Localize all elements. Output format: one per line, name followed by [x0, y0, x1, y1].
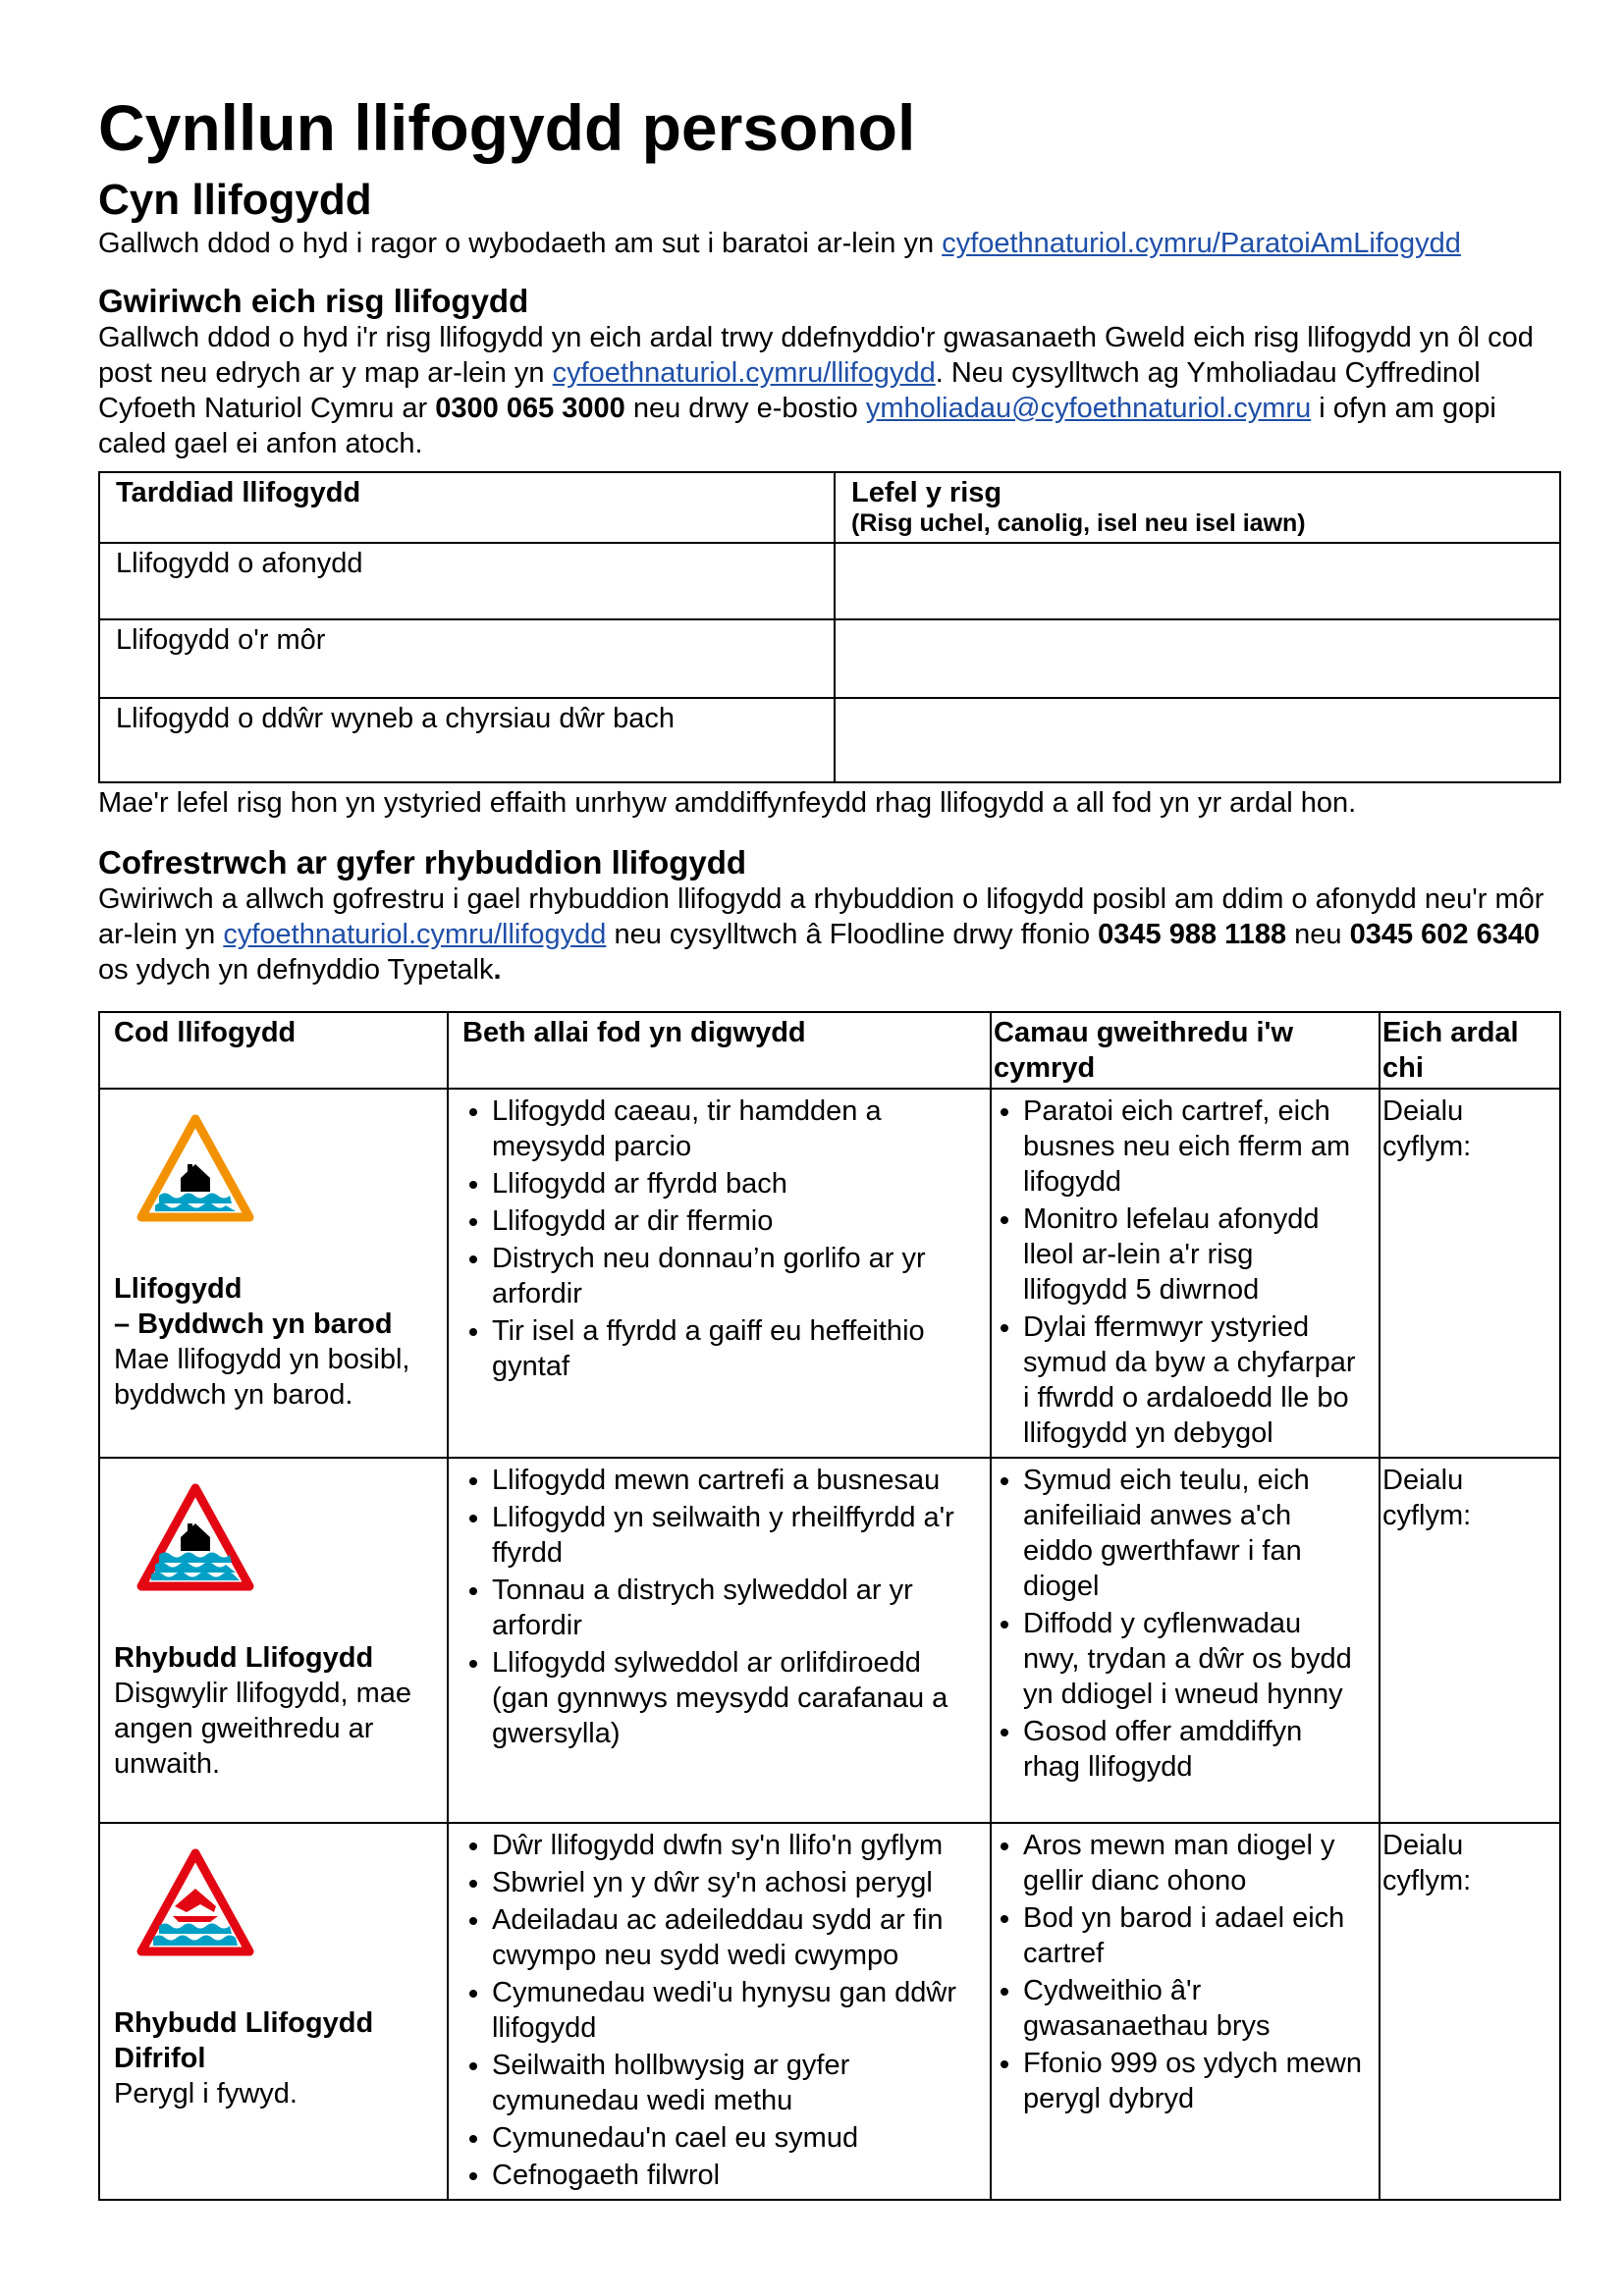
happening-cell	[448, 1458, 991, 1823]
before-flood-intro: Gallwch ddod o hyd i ragor o wybodaeth am sut i baratoi ar-lein yn cyfoethnaturiol.cymru/ParatoiAmLifogydd	[98, 227, 1461, 259]
flood-alert-icon	[135, 1113, 255, 1223]
table-row	[99, 1823, 1560, 2200]
codes-col-code: Cod llifogydd	[99, 1012, 448, 1089]
list-item: • Distrych neu donnau’n gorlifo ar yr arfordir	[492, 1241, 976, 1311]
happening-cell	[448, 1823, 991, 2200]
typetalk-phone: 0345 602 6340	[1349, 918, 1541, 950]
list-item: • Cymunedau wedi'u hynysu gan ddŵr llifogydd	[492, 1975, 976, 2046]
list-item: • Llifogydd ar dir ffermio	[492, 1203, 976, 1239]
document-page	[98, 91, 1561, 2201]
actions-cell	[991, 1458, 1380, 1823]
actions-cell	[991, 1089, 1380, 1458]
before-flood-heading: Cyn llifogydd	[98, 176, 372, 225]
list-item: • Cymunedau'n cael eu symud	[492, 2120, 976, 2156]
flood-map-link[interactable]: cyfoethnaturiol.cymru/llifogydd	[552, 356, 936, 389]
enquiries-phone: 0300 065 3000	[435, 392, 625, 424]
happening-cell	[448, 1089, 991, 1458]
codes-col-actions: Camau gweithredu i'w cymryd	[991, 1012, 1380, 1089]
area-cell[interactable]: Deialu cyflym:	[1380, 1458, 1560, 1823]
list-item: • Ffonio 999 os ydych mewn perygl dybryd	[1023, 2046, 1365, 2116]
list-item: • Adeiladau ac adeileddau sydd ar fin cwympo neu sydd wedi cwympo	[492, 1902, 976, 1973]
codes-col-happening: Beth allai fod yn digwydd	[448, 1012, 991, 1089]
severe-flood-warning-icon	[135, 1847, 255, 1957]
flood-codes-table	[98, 1011, 1561, 2201]
list-item: • Sbwriel yn y dŵr sy'n achosi perygl	[492, 1865, 976, 1900]
list-item: • Llifogydd caeau, tir hamdden a meysydd parcio	[492, 1094, 976, 1164]
code-desc: Mae llifogydd yn bosibl, byddwch yn barod.	[114, 1343, 410, 1411]
list-item: • Llifogydd ar ffyrdd bach	[492, 1166, 976, 1201]
check-risk-heading: Gwiriwch eich risg llifogydd	[98, 282, 529, 319]
risk-level-input-rivers[interactable]	[835, 543, 1560, 619]
flood-risk-table	[98, 471, 1561, 783]
risk-table-note: Mae'r lefel risg hon yn ystyried effaith unrhyw amddiffynfeydd rhag llifogydd a all fod yn yr ardal hon.	[98, 786, 1357, 819]
list-item: • Llifogydd yn seilwaith y rheilffyrdd a'r ffyrdd	[492, 1500, 976, 1571]
risk-row-sea: Llifogydd o'r môr	[99, 619, 835, 698]
prepare-link[interactable]: cyfoethnaturiol.cymru/ParatoiAmLifogydd	[942, 227, 1461, 259]
list-item: • Diffodd y cyflenwadau nwy, trydan a dŵr os bydd yn ddiogel i wneud hynny	[1023, 1606, 1365, 1712]
risk-level-input-sea[interactable]	[835, 619, 1560, 698]
list-item: • Llifogydd sylweddol ar orlifdiroedd (gan gynnwys meysydd carafanau a gwersylla)	[492, 1645, 976, 1751]
list-item: • Paratoi eich cartref, eich busnes neu eich fferm am lifogydd	[1023, 1094, 1365, 1200]
list-item: • Monitro lefelau afonydd lleol ar-lein a'r risg llifogydd 5 diwrnod	[1023, 1201, 1365, 1308]
risk-row-surface-water: Llifogydd o ddŵr wyneb a chyrsiau dŵr bach	[99, 698, 835, 782]
code-cell: Rhybudd Llifogydd Disgwylir llifogydd, mae angen gweithredu ar unwaith.	[99, 1458, 448, 1823]
register-link[interactable]: cyfoethnaturiol.cymru/llifogydd	[223, 918, 607, 950]
list-item: • Seilwaith hollbwysig ar gyfer cymunedau wedi methu	[492, 2048, 976, 2118]
code-desc: Perygl i fywyd.	[114, 2077, 298, 2109]
codes-col-area: Eich ardal chi	[1380, 1012, 1560, 1089]
table-row	[99, 1089, 1560, 1458]
code-cell: Rhybudd Llifogydd Difrifol Perygl i fywyd.	[99, 1823, 448, 2200]
code-desc: Disgwylir llifogydd, mae angen gweithredu ar unwaith.	[114, 1677, 411, 1780]
code-cell: Llifogydd – Byddwch yn barod Mae llifogydd yn bosibl, byddwch yn barod.	[99, 1089, 448, 1458]
list-item: • Bod yn barod i adael eich cartref	[1023, 1900, 1365, 1971]
area-cell[interactable]: Deialu cyflym:	[1380, 1823, 1560, 2200]
register-text: Gwiriwch a allwch gofrestru i gael rhybuddion llifogydd a rhybuddion o lifogydd posibl am ddim o afonydd neu'r môr ar-lein yn cyfoethnaturiol.cymru/llifogydd neu cysylltwch â Floodline drwy ffonio 0345 988 1188 neu 0345 602 6340 os ydych yn defnyddio Typetalk.	[98, 882, 1544, 986]
risk-row-rivers: Llifogydd o afonydd	[99, 543, 835, 619]
list-item: • Symud eich teulu, eich anifeiliaid anwes a'ch eiddo gwerthfawr i fan diogel	[1023, 1463, 1365, 1604]
actions-cell	[991, 1823, 1380, 2200]
risk-col-level: Lefel y risg (Risg uchel, canolig, isel neu isel iawn)	[835, 472, 1560, 543]
flood-warning-icon	[135, 1482, 255, 1592]
check-risk-text: Gallwch ddod o hyd i'r risg llifogydd yn eich ardal trwy ddefnyddio'r gwasanaeth Gweld eich risg llifogydd yn ôl cod post neu edrych ar y map ar-lein yn cyfoethnaturiol.cymru/llifogydd. Neu cysylltwch ag Ymholiadau Cyffredinol Cyfoeth Naturiol Cymru ar 0300 065 3000 neu drwy e-bostio ymholiadau@cyfoethnaturiol.cymru i ofyn am gopi caled gael ei anfon atoch.	[98, 321, 1534, 459]
list-item: • Cydweithio â'r gwasanaethau brys	[1023, 1973, 1365, 2044]
floodline-phone: 0345 988 1188	[1098, 918, 1287, 950]
area-cell[interactable]: Deialu cyflym:	[1380, 1089, 1560, 1458]
risk-level-input-surface-water[interactable]	[835, 698, 1560, 782]
register-heading: Cofrestrwch ar gyfer rhybuddion llifogydd	[98, 843, 747, 881]
page-title: Cynllun llifogydd personol	[98, 91, 916, 164]
list-item: • Llifogydd mewn cartrefi a busnesau	[492, 1463, 976, 1498]
list-item: • Cefnogaeth filwrol	[492, 2158, 976, 2193]
enquiries-email-link[interactable]: ymholiadau@cyfoethnaturiol.cymru	[865, 392, 1312, 424]
risk-col-source: Tarddiad llifogydd	[99, 472, 835, 543]
list-item: • Tonnau a distrych sylweddol ar yr arfordir	[492, 1573, 976, 1643]
list-item: • Dylai ffermwyr ystyried symud da byw a chyfarpar i ffwrdd o ardaloedd lle bo llifogydd yn debygol	[1023, 1309, 1365, 1451]
list-item: • Tir isel a ffyrdd a gaiff eu heffeithio gyntaf	[492, 1313, 976, 1384]
table-row	[99, 1458, 1560, 1823]
list-item: • Gosod offer amddiffyn rhag llifogydd	[1023, 1714, 1365, 1785]
list-item: • Dŵr llifogydd dwfn sy'n llifo'n gyflym	[492, 1828, 976, 1863]
list-item: • Aros mewn man diogel y gellir dianc ohono	[1023, 1828, 1365, 1898]
